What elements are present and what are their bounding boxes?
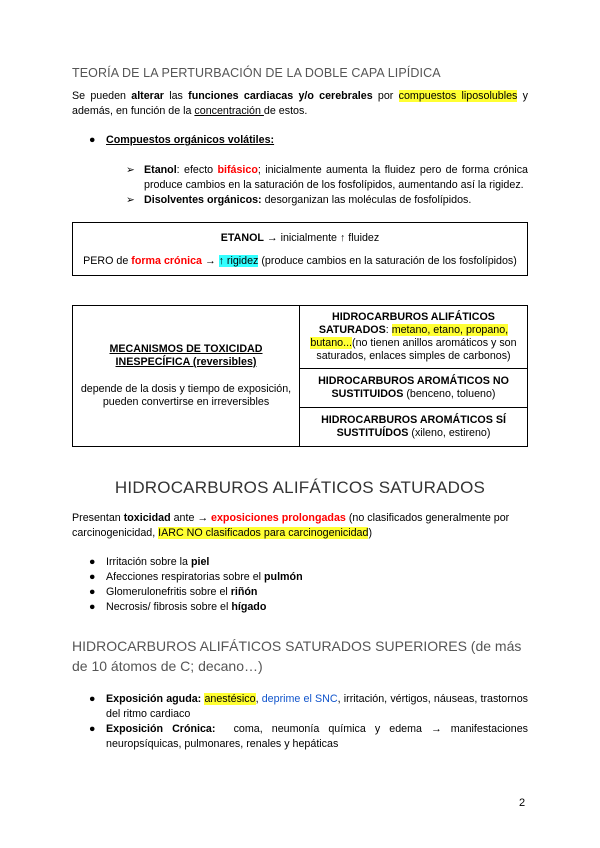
text-bold: HIDROCARBUROS AROMÁTICOS SÍ SUSTITUÍDOS	[321, 414, 506, 439]
text-bold: Exposición aguda:	[106, 693, 202, 705]
etanol-box	[72, 222, 528, 276]
text-bold: HIDROCARBUROS ALIFÁTICOS SATURADOS	[318, 311, 495, 336]
voc-list	[72, 133, 528, 148]
intro-paragraph	[72, 89, 528, 119]
text-bold: Etanol	[144, 164, 177, 176]
voc-sublist	[72, 163, 528, 208]
etanol-box-line1	[83, 231, 517, 246]
table-cell-aromaticos-si	[300, 408, 528, 447]
table-cell-aromaticos-no	[300, 369, 528, 408]
text: coma, neumonía química y edema → manifestaciones neuropsíquicas, pulmonares, renales y hepáticas	[106, 723, 531, 750]
text-underlined: concentración	[194, 105, 264, 117]
highlight: compuestos liposolubles	[398, 90, 518, 102]
mechanisms-title: MECANISMOS DE TOXICIDAD INESPECÍFICA (reversibles)	[109, 343, 263, 368]
etanol-box-line2	[83, 254, 517, 269]
text: desorganizan las moléculas de fosfolípidos.	[261, 194, 472, 206]
list-item-etanol	[72, 163, 528, 193]
text: PERO de	[83, 255, 132, 267]
list-item	[72, 133, 528, 148]
text: (benceno, tolueno)	[403, 388, 496, 400]
text: :	[385, 324, 392, 336]
text: , irritación, vértigos, náuseas, trastornos del ritmo cardiaco	[106, 693, 529, 720]
text-bold: funciones cardiacas y/o cerebrales	[188, 90, 373, 102]
text: ,	[255, 693, 262, 705]
table-cell-alifaticos	[300, 306, 528, 369]
text: →	[201, 255, 219, 267]
list-item	[72, 570, 528, 585]
page-number: 2	[519, 797, 526, 809]
text: Necrosis/ fibrosis sobre el	[106, 601, 232, 613]
text: Presentan	[72, 512, 124, 524]
text: : efecto	[176, 164, 218, 176]
effects-list	[72, 555, 528, 615]
list-item	[72, 585, 528, 600]
bullet-icon: ●	[89, 693, 96, 705]
text: (xileno, estireno)	[408, 427, 491, 439]
text-red: exposiciones prolongadas	[211, 512, 346, 524]
text: )	[368, 527, 373, 539]
list-item-aguda	[72, 692, 528, 722]
text-bold: riñón	[230, 586, 258, 598]
text-bold: piel	[190, 556, 210, 568]
text: Irritación sobre la	[106, 556, 191, 568]
section-heading-lipid-theory: TEORÍA DE LA PERTURBACIÓN DE LA DOBLE CAPA LIPÍDICA	[72, 66, 441, 80]
text-bold: toxicidad	[123, 512, 171, 524]
text: Se pueden	[72, 90, 132, 102]
text-bold: Disolventes orgánicos:	[144, 194, 262, 206]
text: ; inicialmente aumenta la fluidez pero de forma crónica produce cambios en la saturación de los fosfolípidos, aumentando así la rigidez.	[144, 164, 528, 191]
saturados-paragraph	[72, 511, 528, 541]
highlight: metano, etano, propano, butano...	[310, 324, 509, 349]
text-bold: pulmón	[264, 571, 303, 583]
section-heading-saturados: HIDROCARBUROS ALIFÁTICOS SATURADOS	[114, 478, 486, 497]
list-item-disolventes	[72, 193, 528, 208]
bullet-icon: ●	[89, 571, 96, 583]
toxicity-table	[72, 305, 528, 447]
table-cell-mechanisms	[73, 306, 300, 447]
highlight-cyan: ↑ rigidez	[218, 255, 259, 267]
bullet-icon: ●	[89, 556, 96, 568]
text: (produce cambios en la saturación de los fosfolípidos)	[258, 255, 517, 267]
bullet-icon: ●	[89, 601, 96, 613]
text: (no clasificados generalmente por carcinogenicidad,	[72, 512, 510, 539]
text: las	[163, 90, 189, 102]
exposure-list	[72, 692, 531, 752]
arrow-bullet-icon: ➢	[126, 194, 135, 206]
text-bold: hígado	[231, 601, 267, 613]
highlight: anestésico	[204, 693, 256, 705]
text-bold: ETANOL	[220, 232, 264, 244]
document-page	[72, 66, 531, 752]
text: Afecciones respiratorias sobre el	[106, 571, 265, 583]
text: ante →	[170, 512, 212, 524]
highlight: IARC NO clasificados para carcinogenicidad	[158, 527, 369, 539]
text: y además, en función de la	[72, 90, 528, 117]
text-bold: Exposición Crónica:	[106, 723, 216, 735]
text-blue: deprime el SNC	[261, 693, 338, 705]
section-heading-superiores: HIDROCARBUROS ALIFÁTICOS SATURADOS SUPERIORES (de más de 10 átomos de C; decano…)	[72, 638, 522, 674]
text: Glomerulonefritis sobre el	[106, 586, 231, 598]
text: → inicialmente ↑ fluidez	[263, 232, 380, 244]
bullet-icon: ●	[89, 723, 96, 735]
bullet-icon: ●	[89, 134, 96, 146]
mechanisms-desc: depende de la dosis y tiempo de exposición, pueden convertirse en irreversibles	[80, 383, 292, 408]
list-item-cronica	[72, 722, 531, 752]
list-item-title: Compuestos orgánicos volátiles:	[106, 134, 275, 146]
text: (no tienen anillos aromáticos y son saturados, enlaces simples de carbonos)	[316, 337, 517, 362]
text-bold: HIDROCARBUROS AROMÁTICOS NO SUSTITUIDOS	[318, 375, 509, 400]
arrow-bullet-icon: ➢	[126, 164, 135, 176]
list-item	[72, 600, 528, 615]
bullet-icon: ●	[89, 586, 96, 598]
list-item	[72, 555, 528, 570]
text: por	[372, 90, 399, 102]
text-red: forma crónica	[131, 255, 202, 267]
text-bold: alterar	[131, 90, 164, 102]
text: de estos.	[263, 105, 308, 117]
text-red: bifásico	[217, 164, 258, 176]
